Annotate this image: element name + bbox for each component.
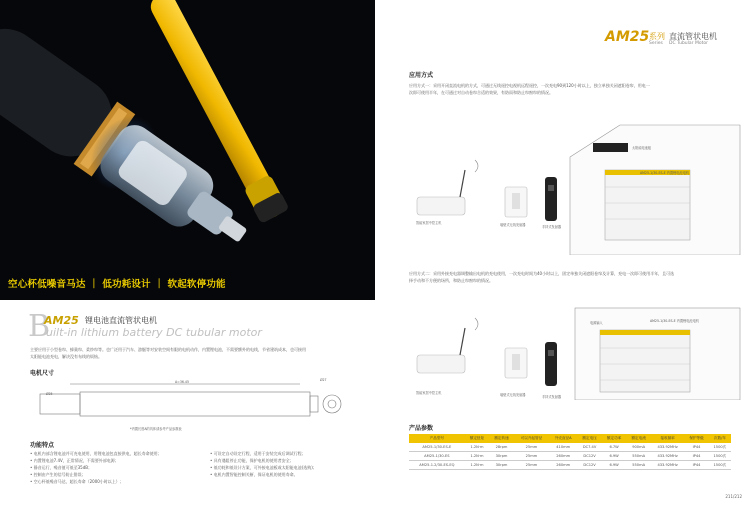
model-title-cn: 锂电池直流管状电机 (85, 316, 157, 325)
app1-motor-label: AM25-1/30-ES-E 内置锂电池电机 (640, 171, 689, 175)
parameters-table (409, 434, 731, 470)
model-name: AM25 (44, 314, 79, 327)
model-letter: B (28, 309, 51, 344)
feature-item: • 低功耗和低设计方案，可外接电池板或太阳能电池(选购)； (210, 465, 317, 470)
app2-line: 择手动和不方便的场所，和防止帘窗帘的情况。 (409, 278, 493, 283)
table-cell: 550mA (626, 461, 651, 470)
banner-series-en: Series (649, 41, 663, 46)
table-cell: 1500次 (709, 452, 731, 461)
app1-remote-label: 手持式发射器 (542, 225, 562, 229)
app1-switch-label: 墙壁式无线发射器 (500, 223, 526, 227)
feature-item: • 静音运行，噪音值可低至35dB； (30, 465, 93, 470)
table-cell: 1.2N·m (465, 443, 490, 452)
table-cell: 1500次 (709, 461, 731, 470)
table-cell: AM25-1.2/30-ES-EQ (409, 461, 465, 470)
table-header: 外壳直径A (549, 434, 577, 443)
app2-motor-label: AM25-1/30-ES-E 内置锂电池电机 (650, 319, 699, 323)
banner-title-cn: 直流管状电机 (669, 32, 717, 41)
model-heading (28, 309, 262, 344)
table-cell: 433.92MHz (651, 461, 684, 470)
table-cell: 1.2N·m (465, 452, 490, 461)
app1-line: 应用方式一：采用开闭直流电机的方式，可通过无线遥控电视机远程遥控，一次充电90到120小时以上，独立单独关闭遮阳卷帘，用电一 (409, 83, 650, 88)
table-header: 接收频率 (651, 434, 684, 443)
features-list-left (30, 450, 200, 485)
app2-router-label: 智能家居中控主机 (416, 391, 442, 395)
banner-model: AM25 (605, 29, 650, 45)
table-cell: 6.7W (602, 443, 627, 452)
features-title: 功能特点 (30, 442, 55, 449)
table-header: 额定转速 (489, 434, 514, 443)
table-cell: AM25-1/30-ES (409, 452, 465, 461)
table-cell: IP44 (684, 461, 709, 470)
table-cell: 1.2N·m (465, 461, 490, 470)
feature-item: • 内置锂电池7.4V，正常情况，不需要外部电源； (30, 458, 119, 463)
table-cell: DC12V (577, 461, 602, 470)
table-row (409, 461, 731, 470)
app2-line: 应用方式二：采用外接充电器调整输出电机的充电使用，一次充电时间为40小时以上，固定单独关闭遮阳卷帘及计算，充电一次即可使用半年，且可选 (409, 271, 675, 276)
intro-line: 太阳能电池充电，解决没有布线的烦恼。 (30, 354, 102, 359)
feature-item: • 可设定自动设定行程，适用于安装完成后调试行程； (210, 451, 306, 456)
features-list-right (210, 450, 370, 478)
table-cell: 30rpm (489, 452, 514, 461)
table-cell: 6.9W (602, 461, 627, 470)
table-cell: AM25-1/30-ES-E (409, 443, 465, 452)
table-header: 保护等级 (684, 434, 709, 443)
table-cell: 1500次 (709, 443, 731, 452)
app2-remote-label: 手持式发射器 (542, 395, 562, 399)
feature-item: • 空心杯低噪音马达，超长寿命（2000小时以上）； (30, 479, 124, 484)
table-header: 产品型号 (409, 434, 465, 443)
tubular-motor-illustration (0, 0, 375, 300)
app1-router-label: 智能家居中控主机 (416, 221, 442, 225)
series-banner (585, 25, 750, 49)
application-one-diagram (405, 115, 745, 255)
table-cell: 25mm (514, 443, 549, 452)
dimension-label-d25: Ø25 (46, 392, 53, 396)
table-header: 额定电压 (577, 434, 602, 443)
table-row (409, 452, 731, 461)
table-header-row (409, 434, 731, 443)
table-cell: 25mm (514, 452, 549, 461)
table-cell: 550mA (626, 452, 651, 461)
app1-panel-label: 太阳能电池板 (632, 146, 652, 150)
table-cell: 28rpm (489, 443, 514, 452)
table-cell: IP44 (684, 452, 709, 461)
table-cell: 260mm (549, 461, 577, 470)
table-header: 额定扭矩 (465, 434, 490, 443)
application-two-diagram (405, 300, 745, 400)
motor-dimension-drawing (30, 380, 350, 420)
table-cell: 260mm (549, 452, 577, 461)
application-title: 应用方式 (409, 72, 434, 79)
app2-power-label: 电源输入 (590, 321, 603, 325)
parameters-title: 产品参数 (409, 425, 434, 432)
table-header: 可以升起管径 (514, 434, 549, 443)
feature-item: • 电机内部含锂电池并可充电使用，用锂电池包直接供电，超长寿命使用； (30, 451, 162, 456)
feature-item: • 电机内置智能控制关断，保证电机的使用寿命。 (210, 472, 298, 477)
dimension-note: *内置长度A的具体请参考产品参数表 (130, 427, 182, 431)
product-hero-image (0, 0, 375, 300)
model-title-en: uilt-in lithium battery DC tubular motor (46, 326, 262, 339)
intro-line: 主要应用于小型卷帘、蜂巢帘、柔纱帘等。也广泛用于汽车、游艇等对安装空间有限的电机动作，内置锂电池，不需要额外的电线，节省建筑成本，也可接用 (30, 347, 306, 352)
dimension-title: 电机尺寸 (30, 370, 55, 377)
dimension-label-a: A=36.45 (175, 380, 189, 384)
slogan-text: 空心杯低噪音马达 ｜ 低功耗设计 ｜ 软起软停功能 (8, 279, 226, 290)
table-header: 额定功率 (602, 434, 627, 443)
table-header: 额定电流 (626, 434, 651, 443)
feature-item: • 具有遇阻停止功能，保护电机的使用者安全； (210, 458, 294, 463)
table-header: 次数/年 (709, 434, 731, 443)
table-cell: 25mm (514, 461, 549, 470)
table-cell: DC12V (577, 452, 602, 461)
table-row (409, 443, 731, 452)
page-number: 211/212 (725, 494, 742, 499)
table-cell: 6.9W (602, 452, 627, 461)
table-cell: 30rpm (489, 461, 514, 470)
application-one-text (409, 82, 729, 96)
app1-line: 次即可使用半年，在可通过对自动卷帘合适的效果，有防雨和防止帘窗帘的情况。 (409, 90, 553, 95)
table-cell: 410mm (549, 443, 577, 452)
application-two-text (409, 270, 729, 284)
intro-paragraph (30, 346, 350, 360)
feature-item: • 控制由产生的信号防止错误； (30, 472, 86, 477)
app2-switch-label: 墙壁式无线发射器 (500, 393, 526, 397)
table-cell: 900mA (626, 443, 651, 452)
table-cell: IP44 (684, 443, 709, 452)
table-cell: 433.92MHz (651, 452, 684, 461)
table-cell: DC7.4V (577, 443, 602, 452)
table-cell: 433.92MHz (651, 443, 684, 452)
banner-series: 系列 (649, 32, 665, 41)
dimension-label-d27: Ø27 (320, 378, 327, 382)
banner-title-en: DC Tubular Motor (669, 41, 708, 46)
